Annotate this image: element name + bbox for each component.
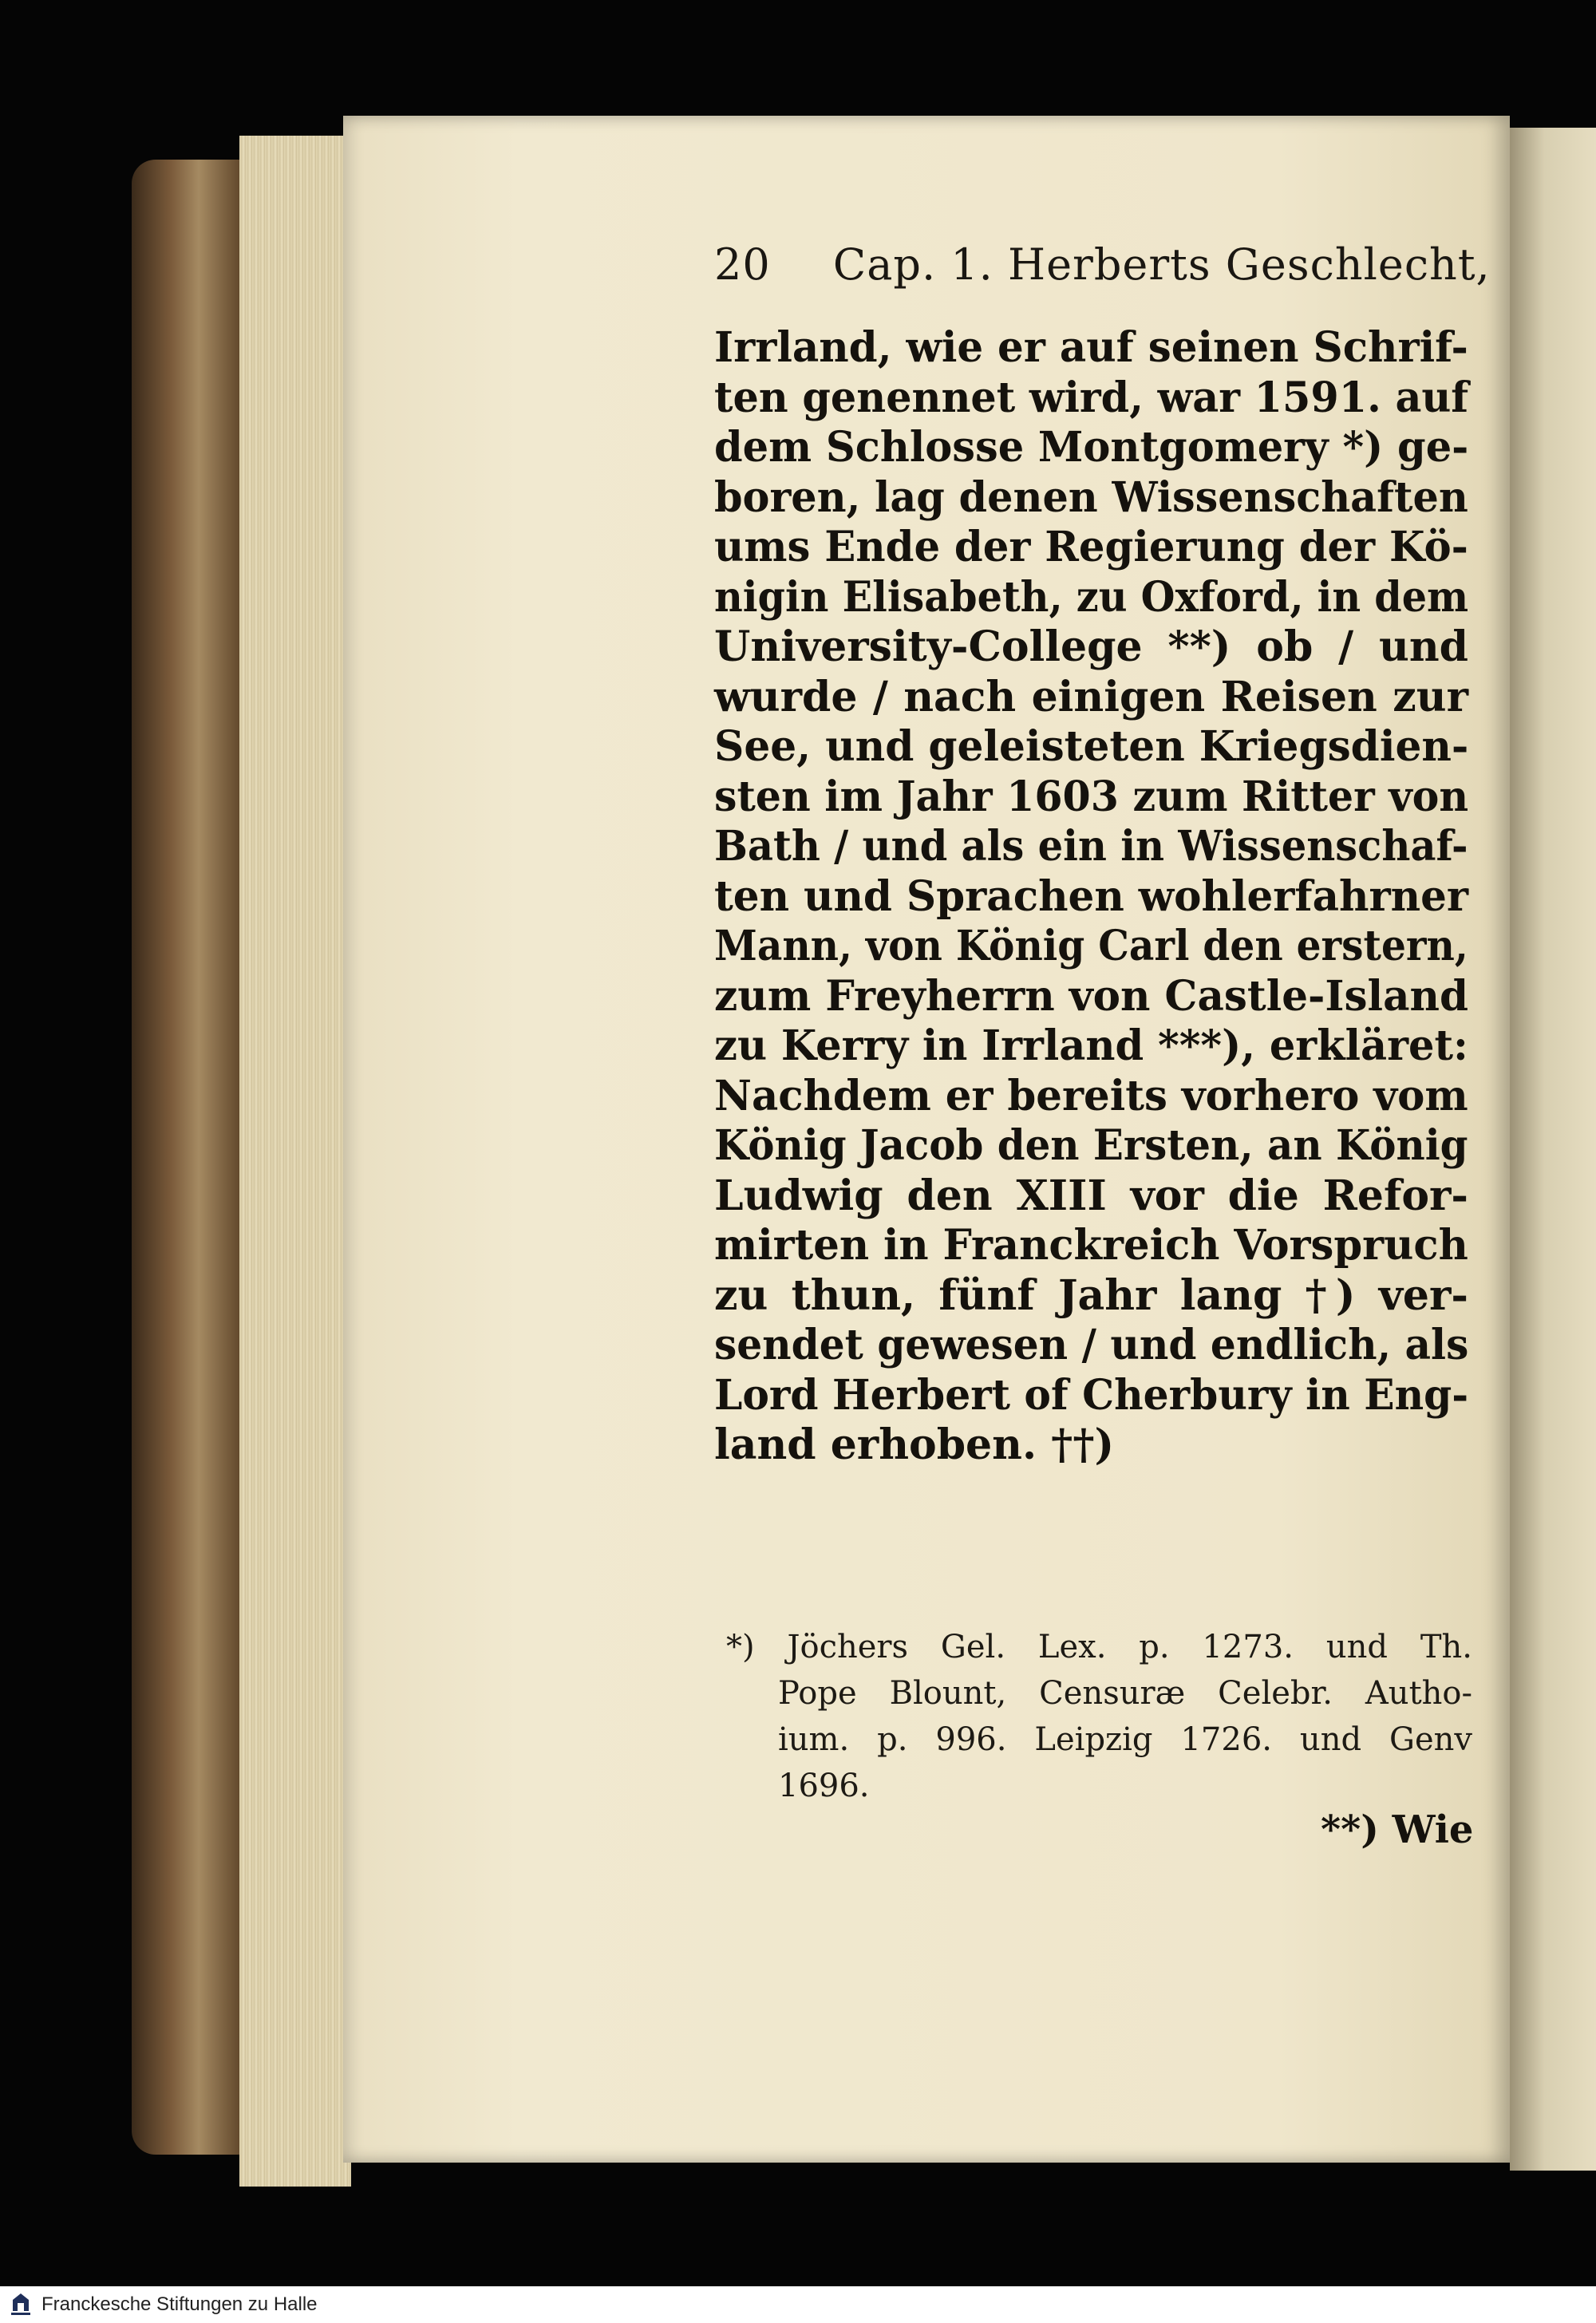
text-line: zu thun, fünf Jahr lang †) ver- [714,1270,1468,1320]
francke-foundation-logo-icon [6,2290,35,2319]
text-line: Nachdem er bereits vorhero vom [714,1071,1468,1120]
text-line: land erhoben. ††) [714,1420,1115,1469]
text-line: Ludwig den XIII vor die Refor- [714,1171,1468,1220]
running-head [714,239,1491,290]
text-line: Mann, von König Carl den erstern, [714,922,1468,970]
facing-page-edge [1510,128,1596,2171]
text-line: Bath / und als ein in Wissenschaf- [714,822,1468,871]
text-line: sendet gewesen / und endlich, als [714,1321,1469,1369]
text-line: König Jacob den Ersten, an König [714,1121,1468,1170]
text-line: dem Schlosse Montgomery *) ge- [714,423,1469,472]
text-line: nigin Elisabeth, zu Oxford, in dem [714,572,1469,622]
text-line: ten und Sprachen wohlerfahrner [714,871,1469,921]
footnote-line: 1696. [778,1768,870,1804]
text-line: Lord Herbert of Cherbury in Eng- [714,1370,1469,1420]
footnote [726,1624,1472,1809]
text-line: ten genennet wird, war 1591. auf [714,373,1469,422]
text-line: wurde / nach einigen Reisen zur [714,672,1468,721]
text-line: Irrland, wie er auf seinen Schrif- [714,323,1468,372]
footnote-line: ium. p. 996. Leipzig 1726. und Genv [778,1721,1472,1758]
text-line: zum Freyherrn von Castle-Island [714,971,1468,1021]
catchword: **) Wie [1321,1807,1474,1852]
footer-bar [0,2286,1596,2323]
book-spine [132,160,243,2155]
footer-label: Franckesche Stiftungen zu Halle [41,2293,318,2315]
page-edges [239,136,351,2187]
text-line: boren, lag denen Wissenschaften [714,472,1468,522]
text-line: University-College **) ob / und [714,622,1468,671]
text-line: See, und geleisteten Kriegsdien- [714,722,1469,771]
body-text [714,323,1468,1471]
running-head-title: Cap. 1. Herberts Geschlecht, [832,239,1491,290]
footnote-line: Pope Blount, Censuræ Celebr. Autho- [778,1675,1472,1712]
footnote-line: *) Jöchers Gel. Lex. p. 1273. und Th. [726,1629,1472,1665]
text-line: mirten in Franckreich Vorspruch [714,1221,1468,1270]
page-number: 20 [714,239,771,290]
text-line: zu Kerry in Irrland ***), erkläret: [714,1021,1468,1070]
text-line: ums Ende der Regierung der Kö- [714,523,1468,571]
text-line: sten im Jahr 1603 zum Ritter von [714,772,1469,821]
